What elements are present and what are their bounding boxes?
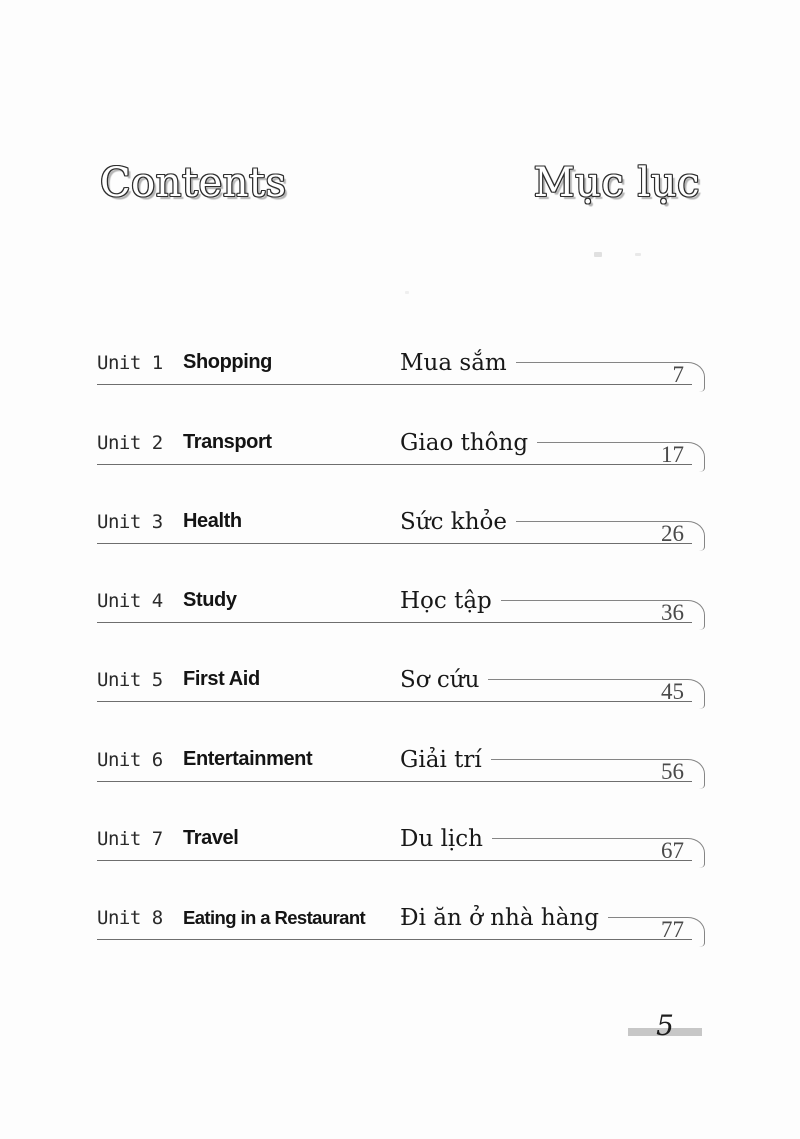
unit-title-english: Study bbox=[183, 589, 237, 612]
toc-row-unit-3 bbox=[97, 465, 705, 544]
toc-row-unit-7 bbox=[97, 782, 705, 864]
page-number: 7 bbox=[672, 362, 684, 388]
scan-artifact bbox=[594, 252, 602, 257]
toc-row-unit-4 bbox=[97, 544, 705, 626]
scan-artifact bbox=[635, 253, 641, 256]
unit-title-vietnamese: Học tập bbox=[400, 588, 492, 615]
scan-artifact bbox=[405, 291, 409, 294]
unit-number: Unit 8 bbox=[97, 907, 163, 930]
unit-title-vietnamese: Giải trí bbox=[400, 746, 482, 773]
toc-row-unit-5 bbox=[97, 623, 705, 705]
contents-title: Contents bbox=[100, 160, 287, 206]
unit-number: Unit 2 bbox=[97, 431, 163, 454]
toc-row-unit-1 bbox=[97, 306, 705, 388]
page-number: 36 bbox=[661, 600, 684, 626]
unit-title-english: First Aid bbox=[183, 668, 260, 691]
unit-number: Unit 6 bbox=[97, 748, 163, 771]
page-number: 17 bbox=[661, 441, 684, 467]
toc-row-unit-8 bbox=[97, 861, 705, 943]
page-number: 56 bbox=[661, 758, 684, 784]
unit-title-english: Travel bbox=[183, 827, 239, 850]
row-underline bbox=[97, 939, 692, 940]
unit-number: Unit 5 bbox=[97, 669, 163, 692]
unit-title-english: Entertainment bbox=[183, 747, 313, 770]
leader-line bbox=[608, 917, 705, 947]
unit-title-vietnamese: Du lịch bbox=[400, 826, 483, 853]
unit-number: Unit 4 bbox=[97, 590, 163, 613]
page-number: 67 bbox=[661, 838, 684, 864]
unit-number: Unit 1 bbox=[97, 352, 163, 375]
unit-title-english: Transport bbox=[183, 430, 272, 453]
unit-title-english: Eating in a Restaurant bbox=[183, 907, 366, 929]
footer-page-number: 5 bbox=[656, 1009, 674, 1042]
page-number: 26 bbox=[661, 520, 684, 546]
unit-title-english: Shopping bbox=[183, 351, 272, 374]
unit-title-vietnamese: Mua sắm bbox=[400, 350, 507, 377]
page-number: 77 bbox=[661, 917, 684, 943]
unit-title-vietnamese: Sức khỏe bbox=[400, 508, 507, 535]
unit-number: Unit 7 bbox=[97, 828, 163, 851]
muc-luc-title: Mục lục bbox=[533, 160, 700, 206]
unit-number: Unit 3 bbox=[97, 510, 163, 533]
unit-title-vietnamese: Đi ăn ở nhà hàng bbox=[400, 905, 599, 932]
toc-row-unit-6 bbox=[97, 702, 705, 784]
page-number: 45 bbox=[661, 679, 684, 705]
unit-title-vietnamese: Sơ cứu bbox=[400, 667, 480, 694]
unit-title-english: Health bbox=[183, 509, 242, 532]
unit-title-vietnamese: Giao thông bbox=[400, 429, 529, 456]
table-of-contents bbox=[97, 306, 705, 943]
toc-row-unit-2 bbox=[97, 385, 705, 467]
